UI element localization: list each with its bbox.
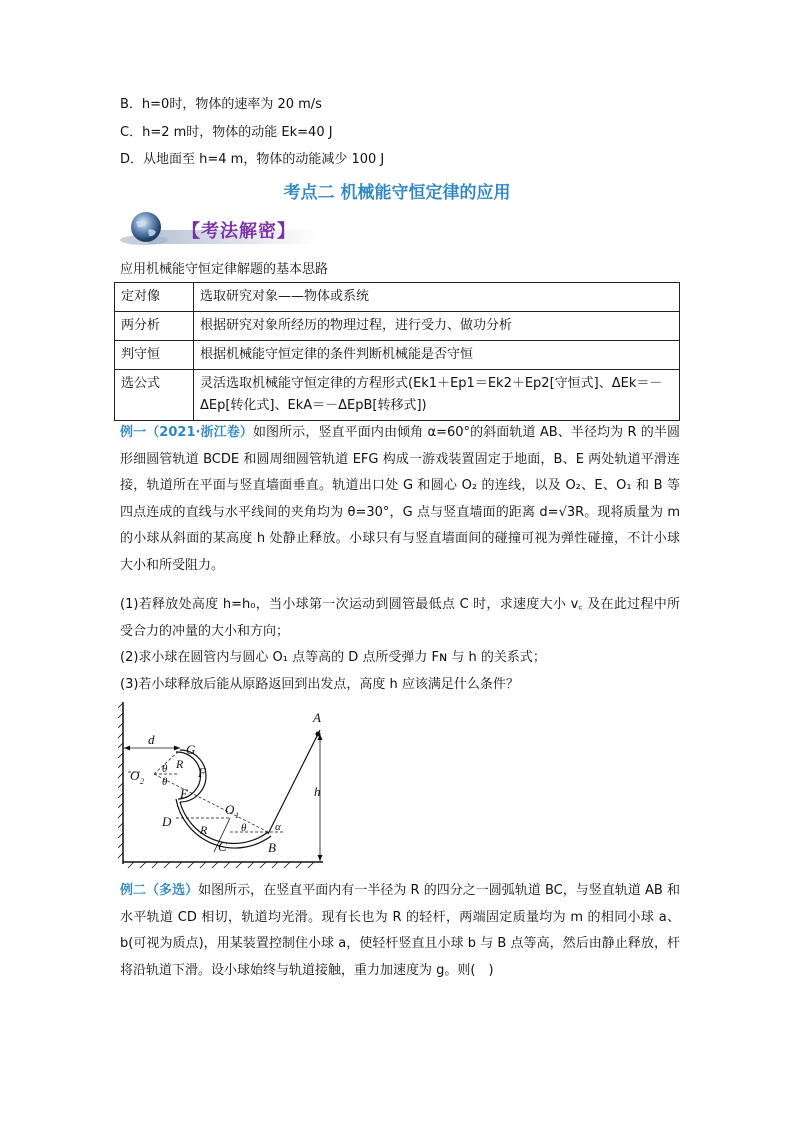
label-g: G: [186, 742, 196, 757]
example1-question-1: (1)若释放处高度 h=h₀，当小球第一次运动到圆管最低点 C 时，求速度大小 v꜀ 及在此过程中所受合力的冲量的大小和方向；: [120, 597, 680, 639]
table-key: 定对像: [115, 283, 194, 312]
example2-label: 例二（多选）: [120, 883, 199, 898]
label-d-distance: d: [148, 732, 155, 747]
table-row: [115, 283, 680, 312]
table-value: 选取研究对象——物体或系统: [194, 283, 680, 312]
intro-text: 应用机械能守恒定律解题的基本思路: [120, 262, 329, 277]
label-a: A: [313, 710, 321, 725]
label-o1-sub: 1: [235, 811, 239, 820]
label-h: h: [314, 784, 321, 799]
table-value: 灵活选取机械能守恒定律的方程形式(Ek1＋Ep1＝Ek2＋Ep2[守恒式]、ΔEk＝－ΔEp[转化式]、EkA＝－ΔEpB[转移式]): [194, 370, 680, 421]
label-theta-1: θ: [162, 763, 168, 775]
method-table: [114, 282, 680, 421]
table-value: 根据研究对象所经历的物理过程，进行受力、做功分析: [194, 312, 680, 341]
track-diagram: [118, 702, 328, 868]
example2-text: 如图所示，在竖直平面内有一半径为 R 的四分之一圆弧轨道 BC，与竖直轨道 AB 和水平轨道 CD 相切，轨道均光滑。现有长也为 R 的轻杆，两端固定质量均为 m 的相同小球 a、b(可视为质点)，用某装置控制住小球 a，使轻杆竖直且小球 b 与 B 点等高，然后由静止释放，杆将沿轨道下滑。设小球始终与轨道接触，重力加速度为 g。则( ): [120, 883, 680, 978]
label-o2: O: [130, 768, 140, 783]
example1-question-2: (2)求小球在圆管内与圆心 O₁ 点等高的 D 点所受弹力 Fɴ 与 h 的关系式；: [120, 650, 546, 665]
label-d: D: [162, 814, 172, 829]
label-o1: O: [225, 802, 235, 817]
example1-label: 例一（2021·浙江卷）: [120, 425, 253, 440]
example2-paragraph: [120, 878, 680, 984]
label-b: B: [268, 840, 276, 855]
option-c: C．h=2 m时，物体的动能 Ek=40 J: [120, 125, 333, 140]
label-alpha: α: [275, 821, 281, 833]
table-key: 两分析: [115, 312, 194, 341]
label-theta-3: θ: [241, 822, 247, 834]
label-r-lower: R: [200, 823, 208, 837]
option-d: D．从地面至 h=4 m，物体的动能减少 100 J: [120, 152, 385, 167]
example1-text: 如图所示，竖直平面内由倾角 α=60°的斜面轨道 AB、半径均为 R 的半圆形细圆管轨道 BCDE 和圆周细圆管轨道 EFG 构成一游戏装置固定于地面，B、E 两处轨道平滑连接，轨道所在平面与竖直墙面垂直。轨道出口处 G 和圆心 O₂ 的连线，以及 O₂、E、O₁ 和 B 等四点连成的直线与水平线间的夹角均为 θ=30°，G 点与竖直墙面的距离 d=√3R。现将质量为 m 的小球从斜面的某高度 h 处静止释放。小球只有与竖直墙面间的碰撞可视为弹性碰撞，不计小球大小和所受阻力。: [120, 425, 680, 573]
method-banner-label: 【考法解密】: [182, 221, 296, 242]
label-theta-2: θ: [162, 776, 168, 788]
table-row: [115, 370, 680, 421]
example1-paragraph: [120, 420, 680, 579]
label-o2-sub: 2: [140, 777, 144, 786]
label-f: F: [198, 765, 206, 780]
table-key: 判守恒: [115, 341, 194, 370]
table-value: 根据机械能守恒定律的条件判断机械能是否守恒: [194, 341, 680, 370]
label-c: C: [218, 839, 227, 854]
section-title: 考点二 机械能守恒定律的应用: [283, 183, 511, 203]
label-e: E: [180, 786, 188, 801]
label-r-upper: R: [176, 757, 184, 771]
table-row: [115, 312, 680, 341]
example1-question-3: (3)若小球释放后能从原路返回到出发点，高度 h 应该满足什么条件？: [120, 677, 519, 692]
table-key: 选公式: [115, 370, 194, 421]
table-row: [115, 341, 680, 370]
option-b: B．h=0时，物体的速率为 20 m/s: [120, 97, 322, 112]
